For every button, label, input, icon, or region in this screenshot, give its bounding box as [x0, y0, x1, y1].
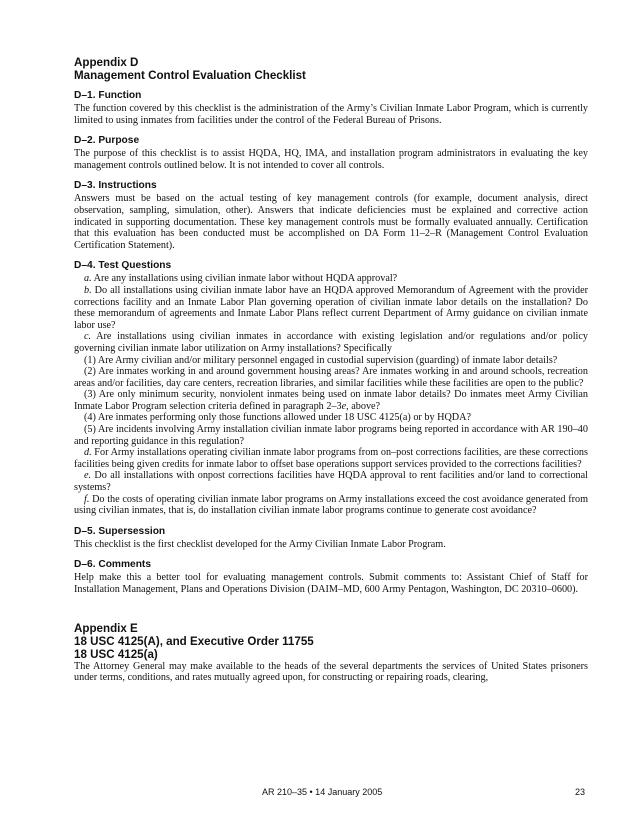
spacer	[74, 596, 588, 622]
section-paragraph: This checklist is the first checklist developed for the Army Civilian Inmate Labor Program.	[74, 538, 446, 550]
question-item	[74, 447, 588, 470]
question-text: (3) Are only minimum security, nonviolent inmates being used on inmate labor details? Do inmates meet Army Civilian Inmate Labor Program selection criteria defined in paragraph 2–3	[74, 389, 588, 412]
section-heading: D–3. Instructions	[74, 180, 157, 192]
section-d5	[74, 526, 588, 551]
section-heading: D–5. Supersession	[74, 525, 166, 537]
section-d6	[74, 559, 588, 595]
question-text-after: , above?	[346, 400, 381, 412]
question-letter: b.	[84, 284, 92, 296]
question-text: (5) Are incidents involving Army installation civilian inmate labor programs being reported in accordance with AR 190–40 and reporting guidance in this regulation?	[74, 424, 588, 447]
question-italic-ref: e	[341, 400, 347, 412]
appendix-e-subtitle: 18 USC 4125(A), and Executive Order 11755	[74, 634, 314, 648]
question-item	[74, 424, 588, 447]
section-d1	[74, 90, 588, 126]
section-paragraph: The function covered by this checklist is the administration of the Army’s Civilian Inmate Labor Program, which is currently limited to using inmates from facilities under the control of the Federal Bureau of Prisons.	[74, 103, 588, 126]
question-item	[74, 355, 588, 367]
question-item	[74, 494, 588, 517]
question-text: Are any installations using civilian inmate labor without HQDA approval?	[91, 273, 398, 285]
question-text: Do all installations with onpost corrections facilities have HQDA approval to rent facilities and/or land to correctional systems?	[74, 470, 588, 494]
section-heading: D–1. Function	[74, 90, 142, 101]
question-text: Do the costs of operating civilian inmate labor programs on Army installations exceed the cost avoidance generated from using civilian inmates, that is, do installation civilian inmate labor programs continue to generate cost avoidance?	[74, 493, 588, 517]
appendix-d-title: Appendix D	[74, 56, 139, 69]
question-text: (4) Are inmates performing only those functions allowed under 18 USC 4125(a) or by HQDA?	[84, 412, 472, 424]
section-heading: D–2. Purpose	[74, 135, 140, 147]
section-heading: D–6. Comments	[74, 559, 151, 571]
question-text: Are installations using civilian inmates in accordance with existing legislation and/or regulations and/or policy governing civilian inmate labor utilization on Army installations? Specifically	[74, 331, 588, 354]
question-letter: c.	[84, 331, 92, 343]
section-heading: D–4. Test Questions	[74, 260, 172, 272]
appendix-d-subtitle: Management Control Evaluation Checklist	[74, 69, 306, 82]
question-item	[74, 285, 588, 331]
question-text: (1) Are Army civilian and/or military personnel engaged in custodial supervision (guarding) of inmate labor details?	[84, 354, 558, 366]
question-item	[74, 389, 588, 412]
section-d3	[74, 180, 588, 251]
question-item	[74, 366, 588, 389]
appendix-e-subheading: 18 USC 4125(a)	[74, 647, 158, 661]
question-item	[74, 331, 588, 354]
document-page	[74, 56, 588, 684]
question-text: For Army installations operating civilian inmate labor programs from on–post corrections facilities, are these corrections facilities being given credits for inmate labor to offset base operations support services provided to the corrections facilities?	[74, 447, 588, 470]
section-d2	[74, 135, 588, 171]
question-letter: f.	[84, 493, 90, 505]
question-letter: a.	[84, 273, 92, 285]
question-item	[74, 412, 588, 424]
question-text: (2) Are inmates working in and around government housing areas? Are inmates working in and around schools, recreation areas and/or facilities, day care centers, recreation libraries, and similar facilities while these facilities are open to the public?	[74, 366, 588, 389]
appendix-d	[74, 56, 588, 596]
question-letter: e.	[84, 470, 92, 482]
section-paragraph: The purpose of this checklist is to assist HQDA, HQ, IMA, and installation program administrators in evaluating the key management controls outlined below. It is not intended to cover all controls.	[74, 148, 588, 171]
question-item	[74, 470, 588, 493]
appendix-e-title: Appendix E	[74, 621, 138, 635]
appendix-e-paragraph: The Attorney General may make available to the heads of the several departments the services of United States prisoners under terms, conditions, and rates mutually agreed upon, for constructing or repairing roads, clearing,	[74, 660, 588, 684]
question-letter: d.	[84, 447, 92, 459]
footer-doc-id: AR 210–35 • 14 January 2005	[262, 787, 383, 797]
question-item	[74, 273, 588, 285]
page-number: 23	[574, 787, 585, 797]
section-paragraph: Answers must be based on the actual testing of key management controls (for example, document analysis, direct observation, sampling, simulation, other). Answers that indicate deficiencies must be explained and corrective action indicated in supporting documentation. These key management controls must be formally evaluated annually. Certification that this evaluation has been conducted must be accomplished on DA Form 11–2–R (Management Control Evaluation Certification Statement).	[74, 193, 588, 251]
section-paragraph: Help make this a better tool for evaluating management controls. Submit comments to: Assistant Chief of Staff for Installation Management, Plans and Operations Division (DAIM–MD, 600 Army Pentagon, Washington, DC 20310–0600).	[74, 572, 588, 595]
question-text: Do all installations using civilian inmate labor have an HQDA approved Memorandum of Agreement with the provider corrections facility and an Inmate Labor Plan governing operation of civilian inmate labor details on the installation? Do these memorandum of agreements and Inmate Labor Plans reflect current Department of Army guidance on civilian inmate labor use?	[74, 284, 588, 331]
page-footer	[0, 787, 638, 801]
appendix-e	[74, 622, 588, 684]
section-d4	[74, 260, 588, 516]
